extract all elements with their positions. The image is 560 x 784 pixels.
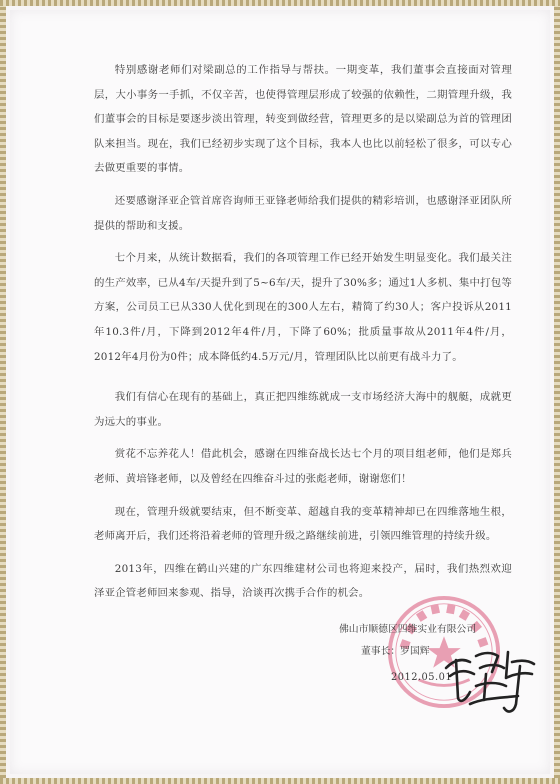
letter-paragraph-6: 现在，管理升级就要结束，但不断变革、超越自我的变革精神却已在四维落地生根，老师离开后，我们还将沿着老师的管理升级之路继续前进，引领四维管理的持续升级。 bbox=[94, 505, 512, 543]
company-name: 佛山市顺德区四维实业有限公司 bbox=[339, 624, 477, 635]
letter-paragraph-1: 特别感谢老师们对梁副总的工作指导与帮扶。一期变革，我们董事会直接面对管理层，大小事务一手抓，不仅辛苦，也使得管理层形成了较强的依赖性，二期管理升级，我们董事会的目标是要逐步淡出管理，转变到做经营，管理更多的是以梁副总为首的管理团队来担当。现在，我们已经初步实现了这个目标，我本人也比以前轻松了很多，可以专心去做更重要的事情。 bbox=[94, 64, 512, 175]
letter-paragraph-2: 还要感谢泽亚企管首席咨询师王亚锋老师给我们提供的精彩培训，也感谢泽亚团队所提供的帮助和支援。 bbox=[94, 194, 512, 232]
letter-paragraph-7: 2013年，四维在鹤山兴建的广东四维建材公司也将迎来投产，届时，我们热烈欢迎泽亚企管老师回来参观、指导，洽谈再次携手合作的机会。 bbox=[94, 562, 512, 600]
chairman-title: 董事长：罗国辉 bbox=[361, 646, 430, 657]
handwritten-signature-icon bbox=[440, 638, 540, 718]
letter-paragraph-3: 七个月来，从统计数据看，我们的各项管理工作已经开始发生明显变化。我们最关注的生产效率，已从4车/天提升到了5~6车/天，提升了30%多；通过1人多机、集中打包等方案，公司员工已从330人优化到现在的300人左右，精简了约30人；客户投诉从2011年10.3件/月，下降到2012年4件/月，下降了60%；批质量事故从2011年4件/月，2012年4月份为0件；成本降低约4.5万元/月，管理团队比以前更有战斗力了。 bbox=[94, 252, 512, 363]
letter-date: 2012.05.01 bbox=[391, 672, 453, 683]
letter-paragraph-4: 我们有信心在现有的基础上，真正把四维练就成一支市场经济大海中的舰艇，成就更为远大的事业。 bbox=[94, 391, 512, 428]
letter-body bbox=[94, 58, 512, 606]
letter-paragraph-5: 赏花不忘养花人！借此机会，感谢在四维奋战长达七个月的项目组老师，他们是郑兵老师、黄培锋老师，以及曾经在四维奋斗过的张彪老师，谢谢您们！ bbox=[94, 448, 512, 485]
